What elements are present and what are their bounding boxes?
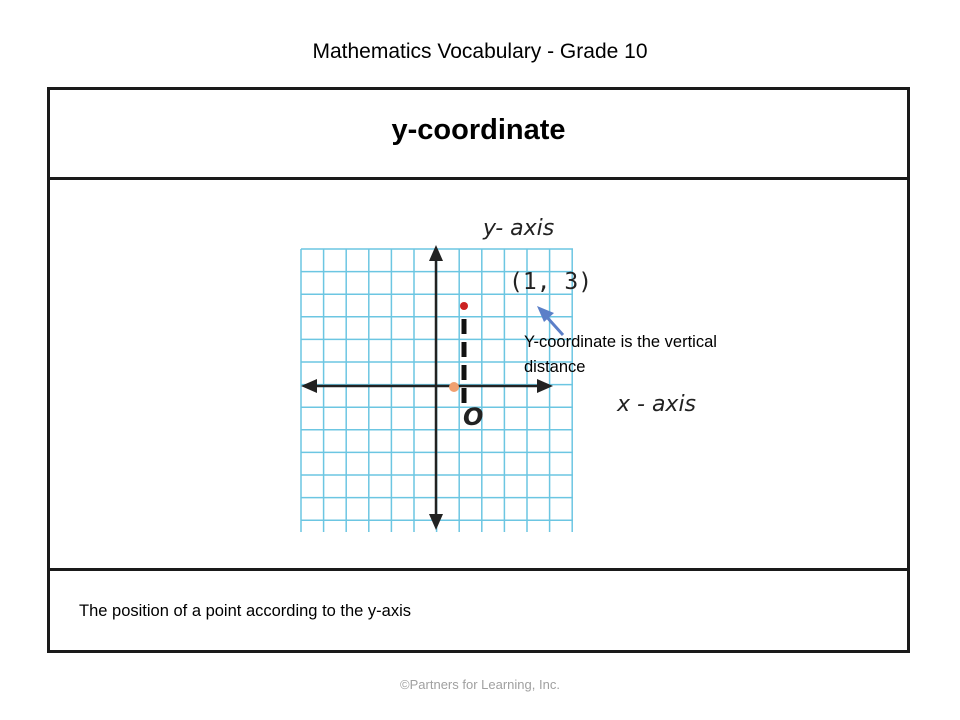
point-marker (460, 302, 468, 310)
footer-copyright: ©Partners for Learning, Inc. (400, 677, 560, 692)
x-position-marker (449, 382, 459, 392)
title-divider (50, 177, 907, 180)
x-axis-label: x - axis (617, 392, 697, 417)
point-label: (1, 3) (509, 269, 593, 295)
definition-divider (50, 568, 907, 571)
definition-text: The position of a point according to the y-axis (79, 602, 412, 620)
vocabulary-card (47, 87, 910, 653)
slide-header: Mathematics Vocabulary - Grade 10 (312, 40, 648, 63)
callout-text: Y-coordinate is the vertical distance (524, 333, 717, 376)
term-title: y-coordinate (391, 114, 566, 146)
origin-label: O (463, 403, 484, 431)
y-axis-label: y- axis (483, 216, 555, 241)
